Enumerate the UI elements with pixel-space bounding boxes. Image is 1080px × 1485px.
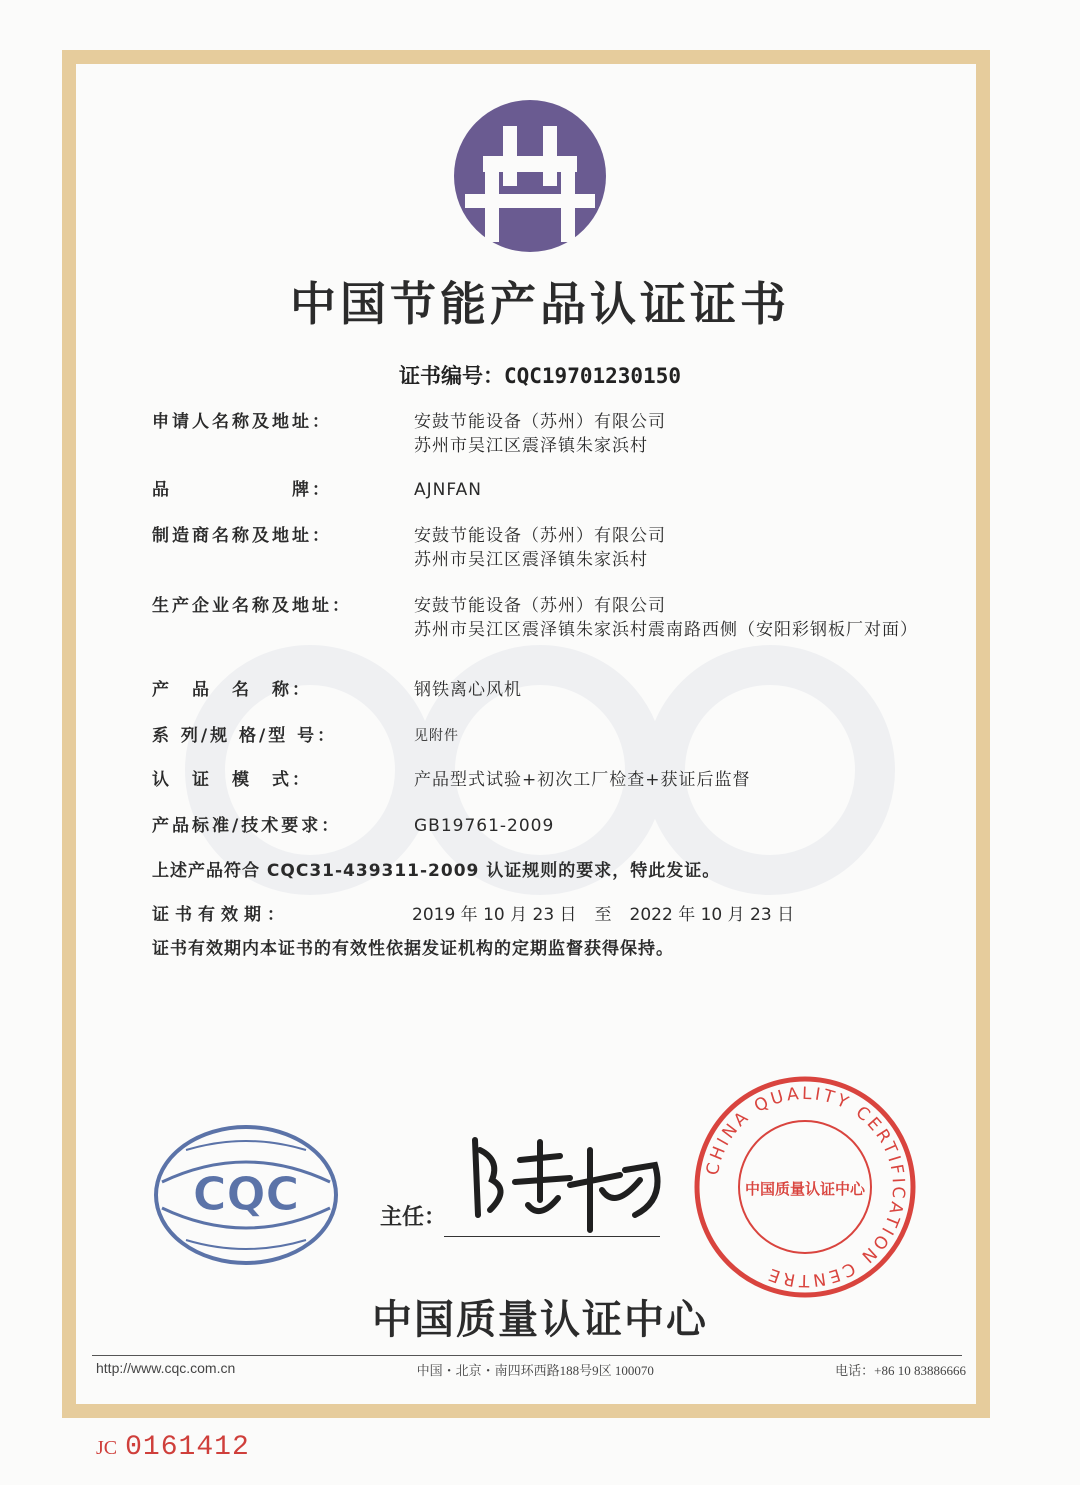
field-value	[414, 724, 934, 768]
certificate-fields	[152, 410, 952, 854]
field-line: GB19761-2009	[414, 816, 555, 836]
field-value	[414, 814, 934, 854]
valid-to: 2022 年 10 月 23 日	[629, 905, 795, 925]
field-line: 安鼓节能设备（苏州）有限公司	[414, 596, 666, 616]
field-line: 安鼓节能设备（苏州）有限公司	[414, 526, 666, 546]
field-value	[414, 524, 934, 594]
seal-text-en: CHINA QUALITY CERTIFICATION CENTRE	[702, 1083, 909, 1291]
field-standard	[152, 814, 952, 854]
seal-text-cn: 中国质量认证中心	[744, 1180, 866, 1198]
field-model	[152, 724, 952, 768]
validity-period	[152, 900, 794, 925]
footer	[96, 1360, 966, 1379]
cqc-logo-icon	[152, 1122, 340, 1268]
serial-prefix: JC	[96, 1437, 118, 1459]
serial-number	[96, 1432, 250, 1463]
field-label: 申请人名称及地址：	[152, 412, 332, 432]
certificate-title: 中国节能产品认证证书	[290, 277, 790, 331]
field-line: 钢铁离心风机	[414, 680, 522, 700]
certificate-number-value: CQC19701230150	[503, 364, 681, 388]
field-applicant	[152, 410, 952, 478]
field-value	[414, 678, 934, 724]
director-label: 主任：	[380, 1205, 447, 1230]
footer-phone: 电话：+86 10 83886666	[835, 1363, 966, 1378]
maintenance-note: 证书有效期内本证书的有效性依据发证机构的定期监督获得保持。	[152, 939, 674, 959]
field-line: 产品型式试验+初次工厂检查+获证后监督	[414, 770, 751, 790]
director-signature	[440, 1120, 670, 1250]
field-manufacturer	[152, 524, 952, 594]
footer-divider	[92, 1355, 962, 1356]
field-label: 产 品 名 称：	[152, 680, 312, 700]
serial-value: 0161412	[125, 1432, 250, 1463]
validity-label: 证书有效期：	[152, 905, 290, 925]
field-line: 苏州市吴江区震泽镇朱家浜村	[414, 550, 648, 570]
field-label: 认 证 模 式：	[152, 770, 312, 790]
field-line: 安鼓节能设备（苏州）有限公司	[414, 412, 666, 432]
issuing-organization: 中国质量认证中心	[372, 1297, 708, 1343]
field-certification-mode	[152, 768, 952, 814]
website-link[interactable]: http://www.cqc.com.cn	[96, 1360, 236, 1376]
footer-address: 中国・北京・南四环西路188号9区 100070	[416, 1363, 654, 1378]
field-line: 见附件	[414, 728, 459, 744]
field-label: 系 列/规 格/型 号：	[152, 726, 338, 746]
certificate-number-label: 证书编号：	[398, 364, 504, 388]
field-label: 产品标准/技术要求：	[152, 816, 342, 836]
field-line: 苏州市吴江区震泽镇朱家浜村震南路西侧（安阳彩钢板厂对面）	[414, 620, 918, 640]
signature-line	[444, 1236, 660, 1237]
field-label: 品 牌：	[152, 480, 332, 500]
field-line: AJNFAN	[414, 480, 482, 500]
field-label: 生产企业名称及地址：	[152, 596, 352, 616]
conformity-statement: 上述产品符合 CQC31-439311-2009 认证规则的要求，特此发证。	[152, 861, 721, 881]
certification-logo-icon	[445, 96, 615, 256]
field-value	[414, 768, 934, 814]
field-label: 制造商名称及地址：	[152, 526, 332, 546]
field-value	[414, 410, 934, 478]
field-line: 苏州市吴江区震泽镇朱家浜村	[414, 436, 648, 456]
valid-separator: 至	[594, 905, 612, 925]
field-value	[414, 594, 934, 678]
official-seal	[690, 1072, 920, 1302]
field-value	[414, 478, 934, 524]
field-brand	[152, 478, 952, 524]
field-product-name	[152, 678, 952, 724]
field-factory	[152, 594, 952, 678]
valid-from: 2019 年 10 月 23 日	[412, 905, 577, 925]
certificate-number	[0, 360, 1080, 390]
cqc-logo-text: CQC	[192, 1167, 300, 1221]
